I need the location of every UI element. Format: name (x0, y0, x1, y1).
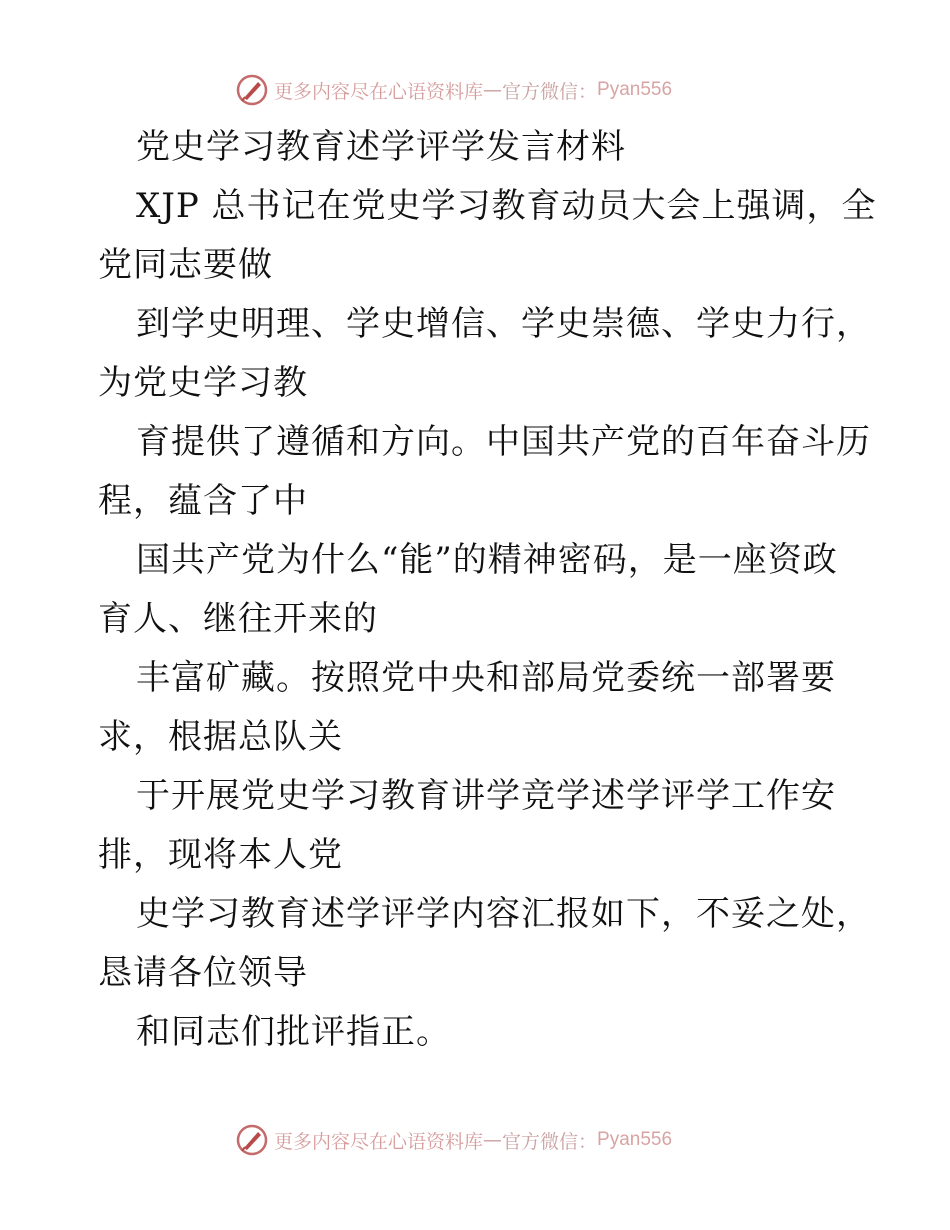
paragraph-line: 程，蕴含了中 (98, 481, 308, 521)
paragraph-line: 为党史学习教 (98, 363, 308, 403)
watermark-wechat-label: 官方微信： (502, 1130, 598, 1153)
paragraph-line: 史学习教育述学评学内容汇报如下，不妥之处， (136, 894, 871, 934)
paragraph-line: 育人、继往开来的 (98, 599, 378, 639)
watermark-main-text: 更多内容尽在心语资料库 (274, 1130, 484, 1153)
paragraph-line: 恳请各位领导 (98, 953, 308, 993)
watermark-wechat-id: Pyan556 (597, 79, 673, 100)
header-watermark (236, 73, 672, 107)
watermark-main-text: 更多内容尽在心语资料库 (274, 80, 484, 103)
footer-watermark (236, 1123, 672, 1157)
paragraph-line: 丰富矿藏。按照党中央和部局党委统一部署要 (136, 658, 836, 698)
paragraph-line: 于开展党史学习教育讲学竞学述学评学工作安 (136, 776, 836, 816)
paragraph-line: 和同志们批评指正。 (136, 1012, 451, 1052)
watermark-wechat-id: Pyan556 (597, 1129, 673, 1150)
paragraph-line: 育提供了遵循和方向。中国共产党的百年奋斗历 (136, 422, 871, 462)
document-title: 党史学习教育述学评学发言材料 (136, 127, 626, 167)
watermark-separator: — (483, 79, 503, 101)
document-body (98, 118, 877, 1062)
paragraph-line: 求，根据总队关 (98, 717, 343, 757)
paragraph-line: 党同志要做 (98, 245, 273, 285)
paragraph-line: 国共产党为什么“能”的精神密码，是一座资政 (136, 540, 838, 580)
watermark-separator: — (483, 1129, 503, 1151)
paragraph-line: 到学史明理、学史增信、学史崇德、学史力行， (136, 304, 871, 344)
paragraph-line: XJP 总书记在党史学习教育动员大会上强调，全 (136, 186, 877, 226)
quill-logo-icon (236, 1124, 268, 1156)
quill-logo-icon (236, 74, 268, 106)
paragraph-line: 排，现将本人党 (98, 835, 343, 875)
watermark-wechat-label: 官方微信： (502, 80, 598, 103)
